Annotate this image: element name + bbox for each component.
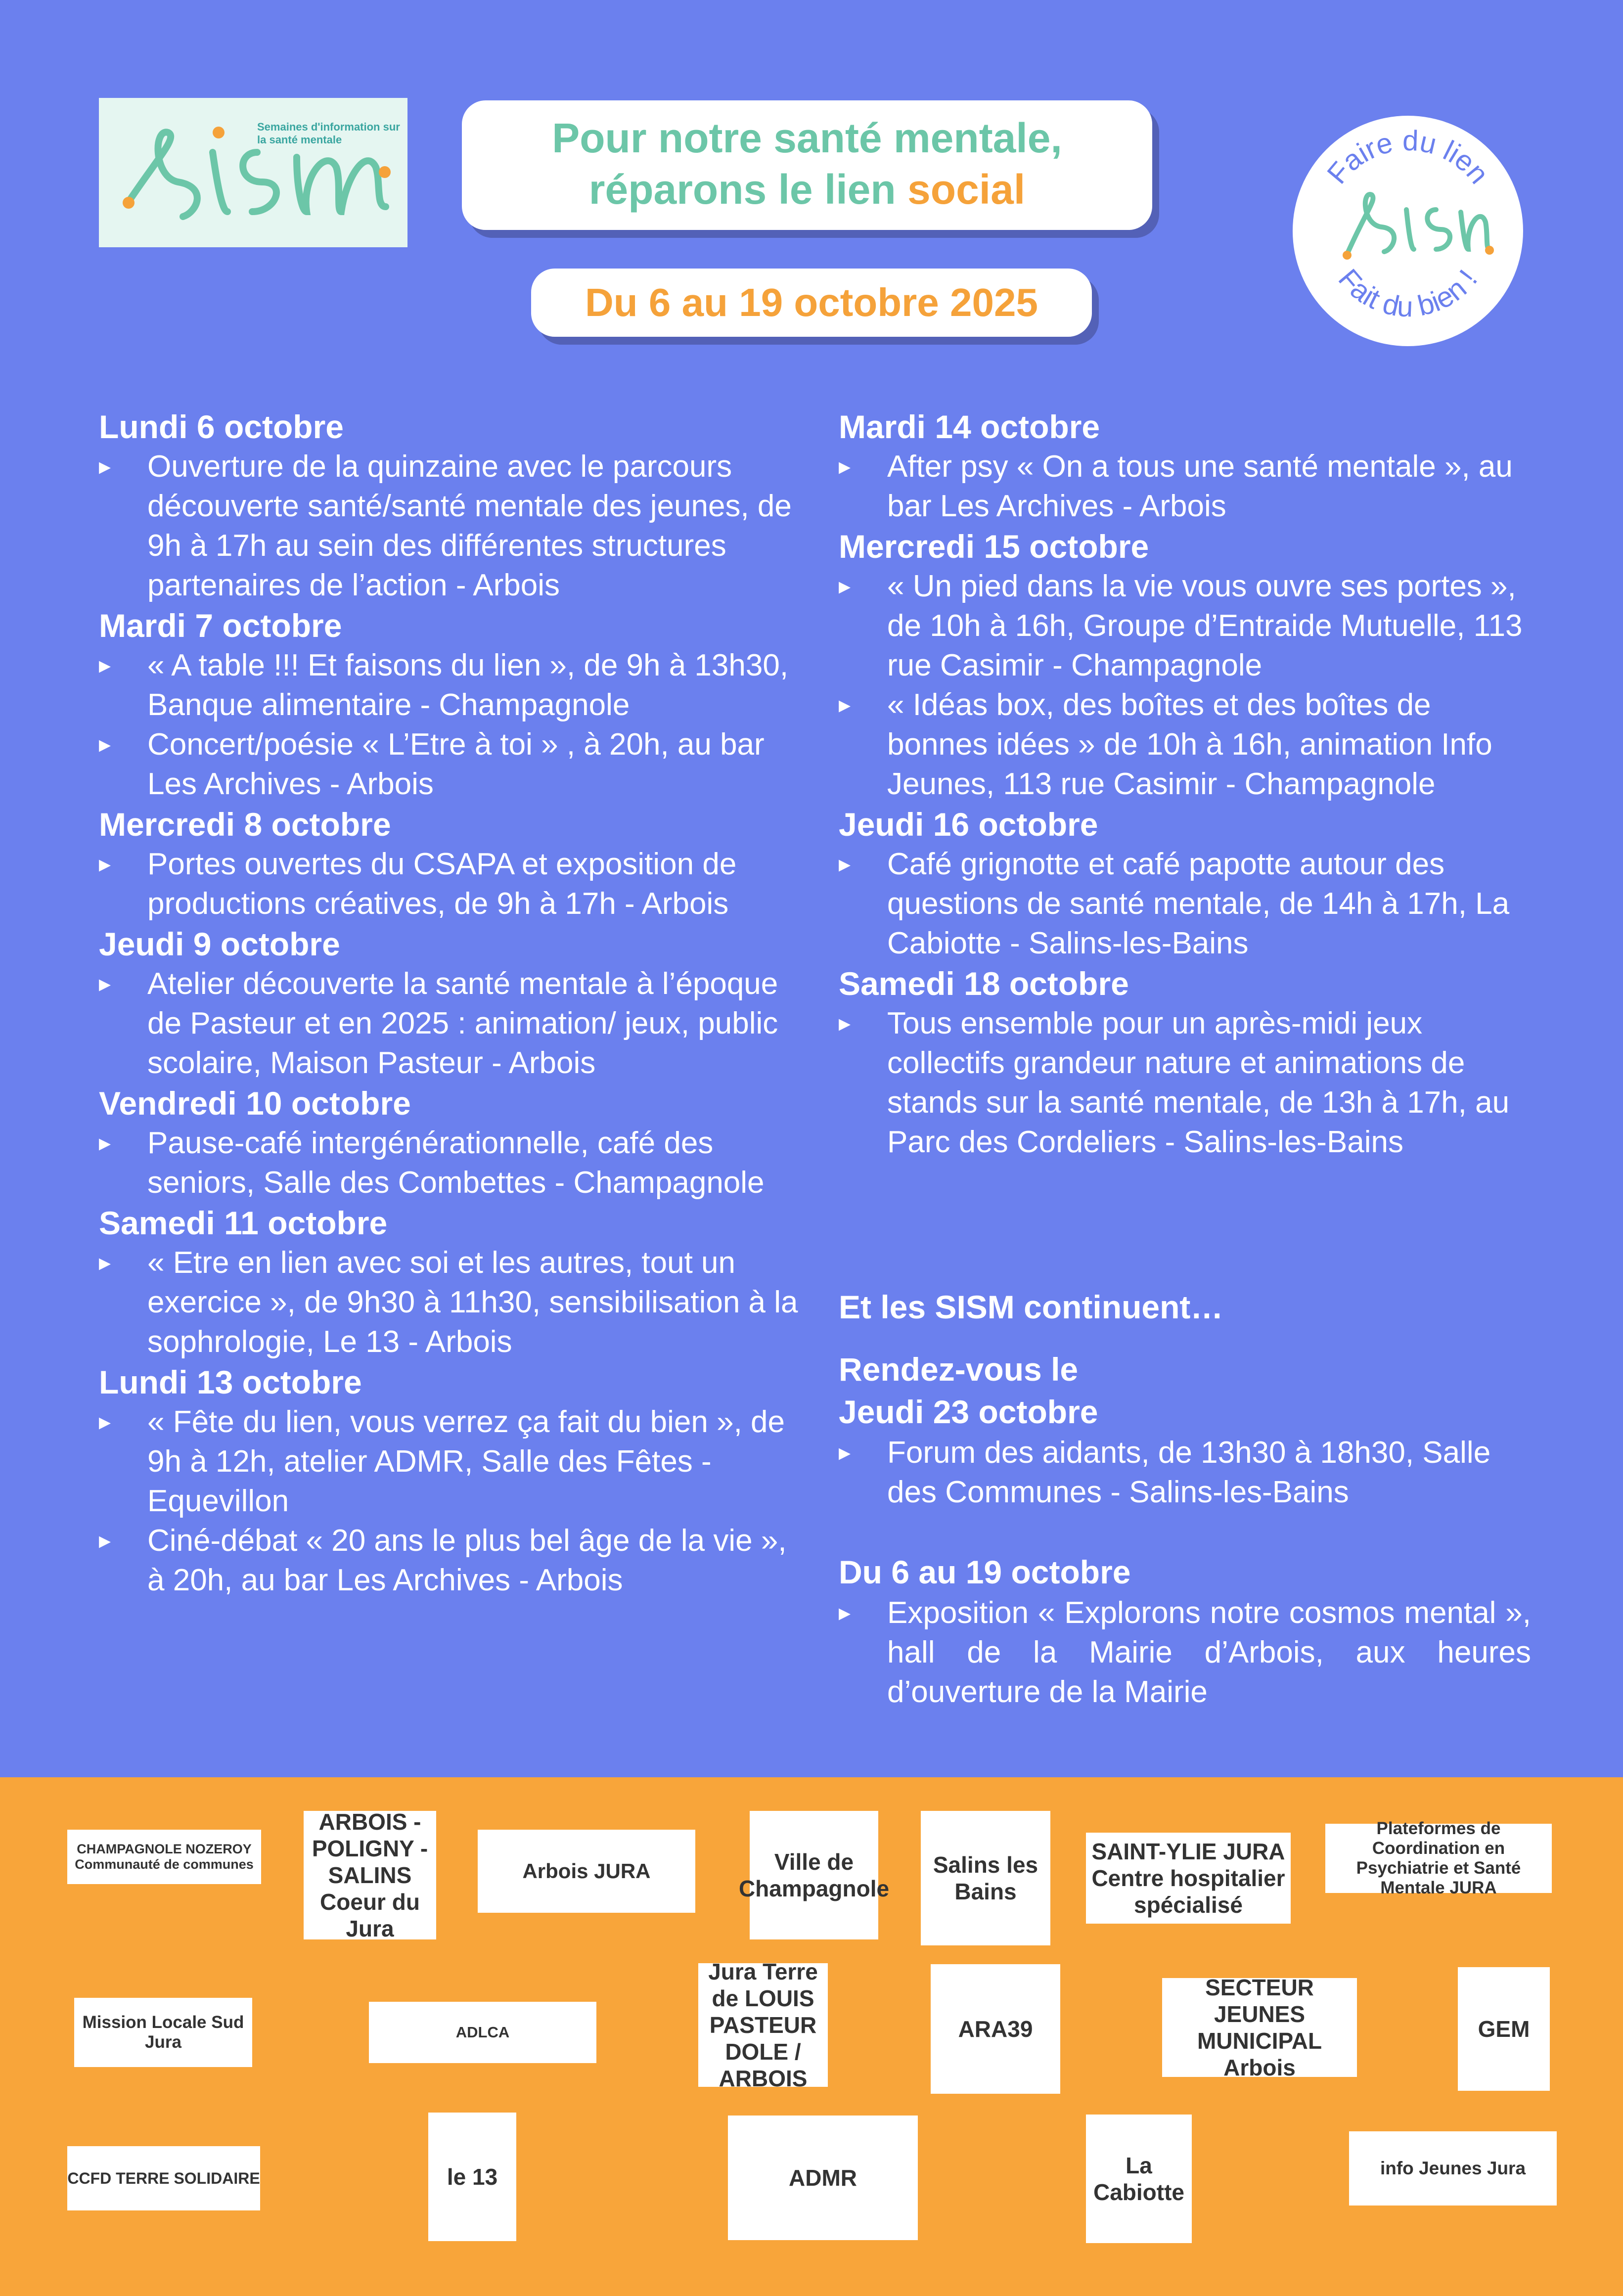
continue-section <box>839 1286 1531 1712</box>
day-heading: Jeudi 16 octobre <box>839 806 1098 843</box>
day-heading: Mardi 7 octobre <box>99 607 342 644</box>
day-heading: Lundi 6 octobre <box>99 408 344 445</box>
title-line-1: Pour notre santé mentale, <box>552 115 1062 161</box>
sponsor-logo <box>921 1811 1050 1945</box>
event-item: ▸ After psy « On a tous une santé mentale », au bar Les Archives - Arbois <box>839 447 1531 526</box>
svg-text:Faire du lien <box>1321 125 1495 190</box>
sponsor-logo <box>698 1959 828 2091</box>
sponsor-logo <box>304 1811 436 1939</box>
sponsor-name: ADMR <box>789 2165 857 2191</box>
sism-logo <box>99 98 407 247</box>
sponsor-logo <box>478 1830 695 1913</box>
sponsor-name: GEM <box>1478 2016 1530 2042</box>
event-item: ▸ Café grignotte et café papotte autour des questions de santé mentale, de 14h à 17h, La Cabiotte - Salins-les-Bains <box>839 845 1531 963</box>
sponsor-logo <box>369 2002 596 2063</box>
sponsor-name: le 13 <box>447 2164 498 2190</box>
sponsor-name: ADLCA <box>455 2024 510 2041</box>
spacer <box>839 1328 1531 1348</box>
sponsor-name: SAINT-YLIE JURA Centre hospitalier spécialisé <box>1091 1839 1285 1918</box>
rdv-item: ▸ Forum des aidants, de 13h30 à 18h30, Salle des Communes - Salins-les-Bains <box>839 1433 1531 1512</box>
day-heading: Vendredi 10 octobre <box>99 1085 411 1122</box>
title-banner <box>462 100 1152 230</box>
sponsor-logo <box>67 2146 260 2210</box>
sponsor-name: ARBOIS - POLIGNY - SALINS Coeur du Jura <box>312 1809 428 1941</box>
sponsor-logo <box>728 2116 918 2240</box>
title-line-2-text: réparons le lien <box>588 166 896 213</box>
rdv-line-2: Jeudi 23 octobre <box>839 1394 1098 1430</box>
day-heading: Lundi 13 octobre <box>99 1364 362 1400</box>
title-highlight: social <box>907 166 1026 213</box>
sponsor-name: CHAMPAGNOLE NOZEROY Communauté de communes <box>75 1842 254 1872</box>
sponsor-name: SECTEUR JEUNES MUNICIPAL Arbois <box>1197 1975 1322 2080</box>
day-heading: Samedi 11 octobre <box>99 1205 388 1241</box>
event-item: ▸ Ciné-débat « 20 ans le plus bel âge de la vie », à 20h, au bar Les Archives - Arbois <box>99 1521 801 1600</box>
sponsor-logo <box>67 1830 261 1884</box>
sponsor-name: Mission Locale Sud Jura <box>82 2013 244 2052</box>
title-line-2 <box>462 164 1152 215</box>
event-item: ▸ « Etre en lien avec soi et les autres, tout un exercice », de 9h30 à 11h30, sensibilisation à la sophrologie, Le 13 - Arbois <box>99 1243 801 1362</box>
svg-text:Fait du bien ! <box>1332 263 1484 323</box>
spacer <box>839 1512 1531 1551</box>
sponsor-name: Jura Terre de LOUIS PASTEUR DOLE / ARBOIS <box>708 1959 818 2091</box>
sponsor-logo <box>1458 1967 1550 2091</box>
day-heading: Mardi 14 octobre <box>839 408 1100 445</box>
sism-logo-tagline: Semaines d'information sur la santé mentale <box>257 121 400 146</box>
program-left-column <box>99 406 801 1600</box>
program-right-column <box>839 406 1531 1162</box>
sponsor-name: info Jeunes Jura <box>1380 2158 1526 2178</box>
event-item: ▸ « Fête du lien, vous verrez ça fait du bien », de 9h à 12h, atelier ADMR, Salle des Fêtes - Equevillon <box>99 1402 801 1521</box>
event-item: ▸ « Un pied dans la vie vous ouvre ses portes », de 10h à 16h, Groupe d’Entraide Mutuelle, 113 rue Casimir - Champagnole <box>839 567 1531 685</box>
day-heading: Jeudi 9 octobre <box>99 926 340 962</box>
faire-du-lien-badge <box>1293 116 1523 346</box>
event-item: ▸ Portes ouvertes du CSAPA et exposition de productions créatives, de 9h à 17h - Arbois <box>99 845 801 924</box>
continue-heading: Et les SISM continuent… <box>839 1289 1223 1325</box>
event-item: ▸ Tous ensemble pour un après-midi jeux collectifs grandeur nature et animations de stands sur la santé mentale, de 13h à 17h, au Parc des Cordeliers - Salins-les-Bains <box>839 1004 1531 1162</box>
sponsor-logo <box>1086 1833 1291 1924</box>
sponsor-name: Plateformes de Coordination en Psychiatrie et Santé Mentale JURA <box>1356 1819 1521 1897</box>
badge-ring-icon <box>1293 116 1523 346</box>
event-item: ▸ Atelier découverte la santé mentale à l’époque de Pasteur et en 2025 : animation/ jeux, public scolaire, Maison Pasteur - Arbois <box>99 964 801 1083</box>
sponsor-name: La Cabiotte <box>1093 2153 1184 2205</box>
expo-heading: Du 6 au 19 octobre <box>839 1554 1131 1590</box>
sponsor-logo <box>1325 1819 1552 1897</box>
day-heading: Mercredi 15 octobre <box>839 528 1149 565</box>
sponsor-logo <box>931 1964 1060 2094</box>
event-item: ▸ Concert/poésie « L’Etre à toi » , à 20h, au bar Les Archives - Arbois <box>99 725 801 804</box>
sponsor-logo <box>428 2113 516 2241</box>
sponsor-logo <box>1086 2115 1192 2243</box>
sponsor-name: CCFD TERRE SOLIDAIRE <box>67 2169 260 2187</box>
sponsor-name: Ville de Champagnole <box>738 1849 890 1901</box>
event-item: ▸ « Idéas box, des boîtes et des boîtes de bonnes idées » de 10h à 16h, animation Info Jeunes, 113 rue Casimir - Champagnole <box>839 685 1531 804</box>
sponsor-logo <box>1349 2131 1557 2206</box>
rdv-line-1: Rendez-vous le <box>839 1351 1079 1388</box>
event-item: ▸ Ouverture de la quinzaine avec le parcours découverte santé/santé mentale des jeunes, de 9h à 17h au sein des différentes structures partenaires de l’action - Arbois <box>99 447 801 605</box>
dates-banner: Du 6 au 19 octobre 2025 <box>531 269 1092 337</box>
day-heading: Samedi 18 octobre <box>839 965 1129 1002</box>
day-heading: Mercredi 8 octobre <box>99 806 391 843</box>
sponsor-name: Salins les Bains <box>933 1852 1038 1904</box>
sponsor-logo <box>738 1811 890 1939</box>
sponsor-logo <box>74 1998 252 2067</box>
expo-item: ▸ Exposition « Explorons notre cosmos mental », hall de la Mairie d’Arbois, aux heures d’ouverture de la Mairie <box>839 1593 1531 1712</box>
event-item: ▸ « A table !!! Et faisons du lien », de 9h à 13h30, Banque alimentaire - Champagnole <box>99 646 801 725</box>
badge-top-text: Faire du lien <box>1321 124 1495 190</box>
badge-bottom-text: Fait du bien ! <box>1332 263 1484 323</box>
sponsor-logo <box>1162 1975 1357 2080</box>
sponsor-name: ARA39 <box>958 2016 1033 2042</box>
event-item: ▸ Pause-café intergénérationnelle, café des seniors, Salle des Combettes - Champagnole <box>99 1124 801 1203</box>
sponsor-name: Arbois JURA <box>522 1859 651 1883</box>
